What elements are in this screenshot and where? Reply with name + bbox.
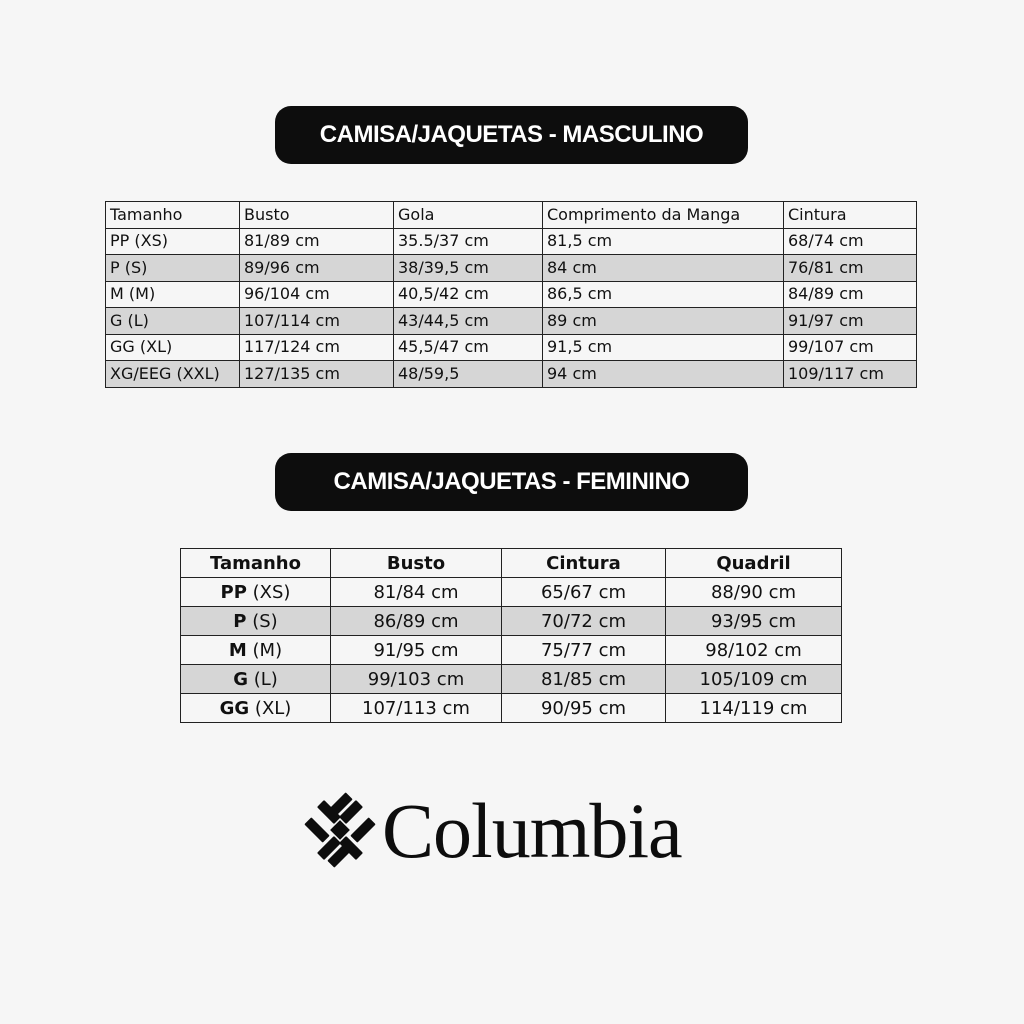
size-intl: (M): [246, 639, 283, 661]
table-cell: 35.5/37 cm: [394, 228, 543, 255]
male-size-table: [105, 201, 917, 388]
size-code: M: [228, 639, 247, 661]
table-cell: M (M): [106, 281, 240, 308]
table-cell: 98/102 cm: [666, 636, 842, 665]
table-cell: 91/95 cm: [331, 636, 502, 665]
table-cell: 48/59,5: [394, 361, 543, 388]
size-intl: (XS): [246, 581, 291, 603]
table-cell: 81,5 cm: [543, 228, 784, 255]
brand-wordmark: Columbia: [382, 787, 682, 874]
header-cell: Tamanho: [181, 549, 331, 578]
table-cell: 89 cm: [543, 308, 784, 335]
table-cell: 109/117 cm: [784, 361, 917, 388]
header-cell: Busto: [331, 549, 502, 578]
table-cell: 93/95 cm: [666, 607, 842, 636]
size-code: PP: [220, 581, 247, 603]
table-cell: P (S): [106, 255, 240, 282]
header-cell: Busto: [240, 202, 394, 229]
table-row: [106, 228, 917, 255]
size-cell: [181, 665, 331, 694]
table-cell: 76/81 cm: [784, 255, 917, 282]
male-section-title: CAMISA/JAQUETAS - MASCULINO: [275, 106, 748, 164]
table-cell: 86,5 cm: [543, 281, 784, 308]
table-row: [181, 665, 842, 694]
table-cell: 91/97 cm: [784, 308, 917, 335]
table-cell: XG/EEG (XXL): [106, 361, 240, 388]
size-code: GG: [219, 697, 250, 719]
table-cell: 114/119 cm: [666, 694, 842, 723]
size-intl: (S): [246, 610, 278, 632]
table-row: [106, 281, 917, 308]
table-cell: 65/67 cm: [502, 578, 666, 607]
header-cell: Tamanho: [106, 202, 240, 229]
size-cell: [181, 694, 331, 723]
table-cell: 38/39,5 cm: [394, 255, 543, 282]
size-code: G: [233, 668, 248, 690]
table-cell: PP (XS): [106, 228, 240, 255]
header-cell: Cintura: [502, 549, 666, 578]
header-cell: Quadril: [666, 549, 842, 578]
table-cell: 40,5/42 cm: [394, 281, 543, 308]
female-size-table: [180, 548, 842, 723]
table-header-row: [181, 549, 842, 578]
header-cell: Cintura: [784, 202, 917, 229]
table-cell: 99/107 cm: [784, 334, 917, 361]
table-row: [181, 607, 842, 636]
columbia-diamond-logo-icon: [300, 788, 380, 874]
table-cell: 81/89 cm: [240, 228, 394, 255]
size-intl: (L): [247, 668, 278, 690]
table-cell: 75/77 cm: [502, 636, 666, 665]
table-cell: G (L): [106, 308, 240, 335]
table-cell: 88/90 cm: [666, 578, 842, 607]
table-cell: 96/104 cm: [240, 281, 394, 308]
table-row: [181, 578, 842, 607]
table-cell: 127/135 cm: [240, 361, 394, 388]
table-cell: 68/74 cm: [784, 228, 917, 255]
table-cell: 94 cm: [543, 361, 784, 388]
table-cell: 81/84 cm: [331, 578, 502, 607]
size-intl: (XL): [249, 697, 292, 719]
table-cell: 99/103 cm: [331, 665, 502, 694]
table-cell: 70/72 cm: [502, 607, 666, 636]
female-section-title: CAMISA/JAQUETAS - FEMININO: [275, 453, 748, 511]
table-cell: 84 cm: [543, 255, 784, 282]
table-cell: 105/109 cm: [666, 665, 842, 694]
table-cell: 107/113 cm: [331, 694, 502, 723]
table-cell: 45,5/47 cm: [394, 334, 543, 361]
size-cell: [181, 607, 331, 636]
header-cell: Comprimento da Manga: [543, 202, 784, 229]
table-cell: 43/44,5 cm: [394, 308, 543, 335]
table-cell: 81/85 cm: [502, 665, 666, 694]
table-row: [106, 255, 917, 282]
size-cell: [181, 578, 331, 607]
header-cell: Gola: [394, 202, 543, 229]
table-cell: GG (XL): [106, 334, 240, 361]
table-row: [106, 308, 917, 335]
table-cell: 117/124 cm: [240, 334, 394, 361]
table-cell: 90/95 cm: [502, 694, 666, 723]
table-row: [106, 361, 917, 388]
table-header-row: [106, 202, 917, 229]
table-row: [181, 636, 842, 665]
table-row: [181, 694, 842, 723]
size-code: P: [233, 610, 247, 632]
table-row: [106, 334, 917, 361]
table-cell: 86/89 cm: [331, 607, 502, 636]
table-cell: 107/114 cm: [240, 308, 394, 335]
brand-logo: [300, 788, 730, 874]
size-cell: [181, 636, 331, 665]
table-cell: 91,5 cm: [543, 334, 784, 361]
table-cell: 89/96 cm: [240, 255, 394, 282]
table-cell: 84/89 cm: [784, 281, 917, 308]
